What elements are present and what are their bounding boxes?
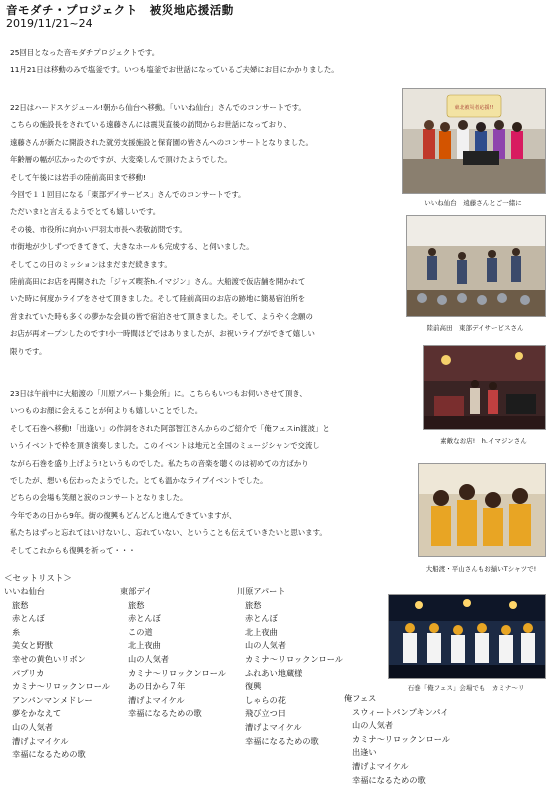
text-line: 11月21日は移動のみで塩釜です。いつも塩釜でお世話になっているご夫婦にお目にかかりました。 <box>10 65 339 75</box>
setlist-song: 幸福になるための歌 <box>128 708 202 719</box>
setlist-song: 幸福になるための歌 <box>352 774 426 785</box>
photo-ofunato-group <box>418 463 546 557</box>
setlist-song: アンパンマンメドレー <box>12 694 93 705</box>
setlist-song: 赤とんぼ <box>245 613 278 624</box>
text-line: そしてこの日のミッションはまだまだ続きます。 <box>10 259 172 269</box>
text-line: 年齢層の幅が広かったのですが、大変楽しんで頂けたようでした。 <box>10 155 232 165</box>
photo-h-imagine-jazz-cafe <box>423 345 546 430</box>
setlist-title: ＜セットリスト＞ <box>4 574 72 584</box>
setlist-song: 漕げよマイケル <box>352 760 409 771</box>
text-line: ただいま!と言えるようでとても嬉しいです。 <box>10 207 161 217</box>
setlist-song: 幸福になるための歌 <box>245 735 319 746</box>
photo-sendai-concert <box>402 88 546 194</box>
setlist-song: 北上夜曲 <box>245 626 278 637</box>
setlist-song: 北上夜曲 <box>128 640 161 651</box>
setlist-song: 美女と野獣 <box>12 640 53 651</box>
setlist-heading: 東部デイ <box>120 586 153 596</box>
photo-caption: 石巻「俺フェス」会場でも カミナ～リ <box>407 684 525 692</box>
setlist-column-iine-sendai <box>4 585 110 762</box>
setlist-song: 山の人気者 <box>12 721 53 732</box>
photo-caption: 素敵なお店! h.イマジンさん <box>440 437 527 445</box>
setlist-column-kawahara-apartment <box>237 585 343 748</box>
setlist-song: 旅愁 <box>12 599 29 610</box>
text-line: 25回目となった音モダチプロジェクトです。 <box>10 48 160 57</box>
setlist-song: 復興 <box>245 681 262 692</box>
setlist-song: 漕げよマイケル <box>128 694 185 705</box>
text-line: 陸前高田にお店を再開された「ジャズ喫茶h.イマジン」さん。大船渡で仮店舗を開かれて <box>10 277 306 287</box>
setlist-song: 旅愁 <box>128 599 145 610</box>
setlist-song: しゃらの花 <box>245 694 286 705</box>
text-line: そしてこれからも復興を祈って・・・ <box>10 545 136 555</box>
setlist-heading: 俺フェス <box>344 693 377 703</box>
setlist-song: 漕げよマイケル <box>12 735 69 746</box>
setlist-song: あの日から７年 <box>128 681 186 692</box>
setlist-column-ore-fes <box>344 692 450 787</box>
text-line: 営まれていた時も多くの夢かな会員の皆で宿泊させて頂きました。そして、ようやく念願の <box>10 311 313 321</box>
setlist-song: 幸福になるための歌 <box>12 749 86 760</box>
photo-ore-fes-ishinomaki <box>388 594 546 679</box>
photo-caption: いいね仙台 遠藤さんとご一緒に <box>424 199 522 207</box>
photo-caption: 大船渡・平山さんもお揃いTシャツで! <box>425 565 537 573</box>
text-line: 今回で１１回目になる「東部デイサービス」さんでのコンサートです。 <box>10 190 246 200</box>
text-line: どちらの会場も笑顔と涙のコンサートとなりました。 <box>10 493 188 503</box>
setlist-column-tobu-day <box>120 585 226 721</box>
setlist-song: スウィートパンプキンパイ <box>352 706 449 717</box>
event-date: 2019/11/21~24 <box>6 17 93 30</box>
setlist-song: 幸せの黄色いリボン <box>12 653 86 664</box>
setlist-heading: 川原アパート <box>237 586 286 596</box>
setlist-song: カミナ～リロックンロール <box>128 667 226 678</box>
setlist-song: 赤とんぼ <box>12 613 45 624</box>
text-line: 遠藤さんが新たに開設された就労支援施設と保育園の皆さんへのコンサートとなりました。 <box>10 137 313 147</box>
intro-paragraph <box>10 44 395 79</box>
text-line: 私たちはずっと忘れてはいけないし、忘れていない、ということも伝えていきたいと思います。 <box>10 528 327 538</box>
text-line: その後、市役所に向かい戸羽太市長へ表敬訪問です。 <box>10 224 187 234</box>
setlist-song: 出逢い <box>352 747 377 758</box>
setlist-song: カミナ～リロックンロール <box>245 653 343 664</box>
text-line: こちらの施設長をされている遠藤さんには震災直後の訪問からお世話になっており、 <box>10 120 291 130</box>
text-line: 22日はハードスケジュール!朝から仙台へ移動。「いいね仙台」さんでのコンサートです。 <box>10 103 306 112</box>
text-line: 今年であの日から9年。街の復興もどんどんと進んできていますが、 <box>10 510 237 520</box>
setlist-song: パプリカ <box>12 667 45 678</box>
text-line: そして午後には岩手の陸前高田まで移動! <box>10 172 146 182</box>
setlist-heading: いいね仙台 <box>4 586 45 596</box>
setlist-song: 赤とんぼ <box>128 613 161 624</box>
setlist-song: 糸 <box>12 626 21 637</box>
setlist-song: 旅愁 <box>245 599 262 610</box>
photo-sign-text: 東北被災者応援!! <box>454 105 494 111</box>
text-line: いつものお顔に会えることが何よりも嬉しいことでした。 <box>10 406 203 416</box>
text-line: いた時に何度かライブをさせて頂きました。そして陸前高田のお店の跡地に簡易宿泊所を <box>10 294 306 304</box>
setlist-song: カミナ～リロックンロール <box>352 733 450 744</box>
text-line: ながら石巻を盛り上げよう!というものでした。私たちの音楽を聴くのは初めての方ばかり <box>10 458 309 468</box>
text-line: 限りです。 <box>10 346 47 356</box>
text-line: そして石巻へ移動!「出逢い」の作詞をされた阿部智江さんからのご紹介で「俺フェスin渡波」と <box>10 423 330 433</box>
day23-paragraph <box>10 385 395 559</box>
page-title: 音モダチ・プロジェクト 被災地応援活動 <box>6 3 234 17</box>
setlist-song: 山の人気者 <box>128 653 169 664</box>
setlist-song: 山の人気者 <box>245 640 286 651</box>
setlist-song: ふれあい地蔵様 <box>245 667 303 678</box>
setlist-song: 夢をかなえて <box>12 708 62 719</box>
photo-caption: 陸前高田 東部デイサービスさん <box>426 324 524 332</box>
setlist-song: この道 <box>128 626 153 637</box>
setlist-song: 飛び立つ日 <box>245 708 286 719</box>
text-line: でしたが、想いも伝わったようでした。とても温かなライブイベントでした。 <box>10 476 268 486</box>
text-line: 23日は午前中に大船渡の「川原アパート集会所」に。こちらもいつもお伺いさせて頂き、 <box>10 389 307 398</box>
photo-tobu-day-service <box>406 215 546 317</box>
text-line: 市街地が少しずつできてきて、大きなホールも完成する、と伺いました。 <box>10 242 254 252</box>
text-line: いうイベントで枠を頂き演奏しました。このイベントは地元と全国のミュージシャンで交流し <box>10 441 320 451</box>
setlist-song: 漕げよマイケル <box>245 721 302 732</box>
text-line: お店が再オープンしたのです!小一時間ほどではありましたが、お祝いライブができて嬉しい <box>10 329 315 339</box>
setlist-song: カミナ～リロックンロール <box>12 681 110 692</box>
setlist-song: 山の人気者 <box>352 720 393 731</box>
day22-paragraph <box>10 99 395 360</box>
